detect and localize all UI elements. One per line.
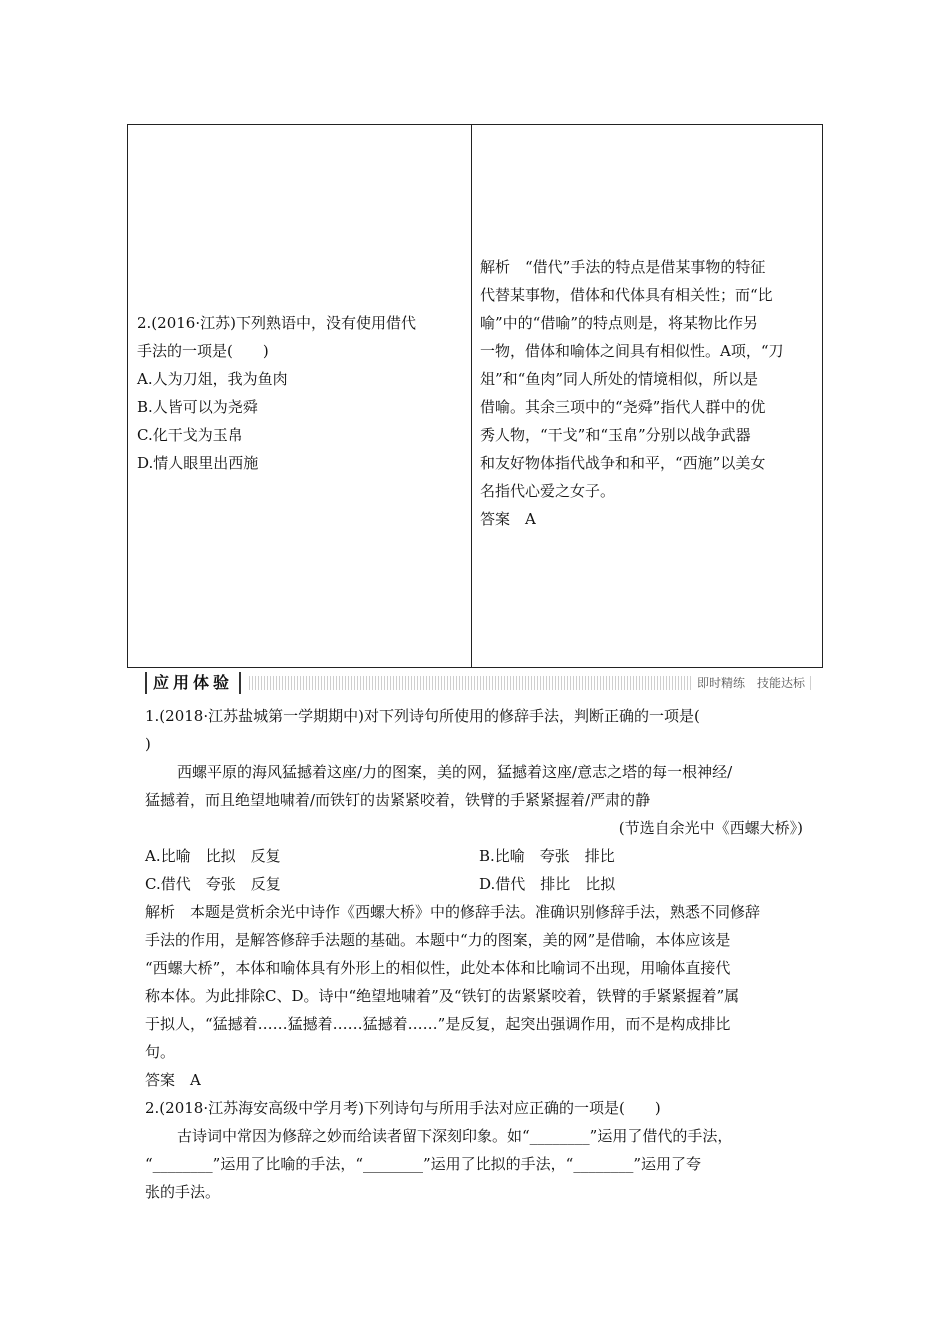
- q1-answer: 答案 A: [145, 1071, 201, 1089]
- section-banner: [145, 672, 813, 694]
- table-divider: [471, 125, 472, 667]
- option-d: D.借代 排比 比拟: [479, 875, 616, 893]
- analysis-line: 称本体。为此排除C、D。诗中“绝望地啸着”及“铁钉的齿紧紧咬着，铁臂的手紧紧握着”属: [145, 987, 740, 1005]
- analysis-line: 手法的作用，是解答修辞手法题的基础。本题中“力的图案，美的网”是借喻，本体应该是: [145, 931, 731, 949]
- q1-stem: 1.(2018·江苏盐城第一学期期中)对下列诗句所使用的修辞手法，判断正确的一项是(: [145, 707, 700, 725]
- analysis-line: 于拟人，“猛撼着……猛撼着……猛撼着……”是反复，起突出强调作用，而不是构成排比: [145, 1015, 731, 1033]
- practice-content: [145, 702, 813, 1206]
- option-c: C.借代 夸张 反复: [145, 875, 281, 893]
- analysis-line: 俎”和“鱼肉”同人所处的情境相似，所以是: [480, 370, 759, 388]
- options-row: [145, 842, 813, 870]
- option-b: B.人皆可以为尧舜: [137, 398, 258, 416]
- analysis-line: 句。: [145, 1043, 176, 1061]
- analysis-line: 喻”中的“借喻”的特点则是，将某物比作另: [480, 314, 759, 332]
- question-line: 手法的一项是( ): [137, 342, 269, 360]
- option-b: B.比喻 夸张 排比: [479, 847, 615, 865]
- section-subtitle: 即时精练 技能达标: [693, 672, 809, 694]
- question-table: [127, 124, 823, 668]
- analysis-line: 名指代心爱之女子。: [480, 482, 616, 500]
- q2-body-line: “________”运用了比喻的手法，“________”运用了比拟的手法，“________”运用了夸: [145, 1155, 702, 1173]
- option-d: D.情人眼里出西施: [137, 454, 259, 472]
- section-title: 应用体验: [145, 672, 241, 694]
- options-row: [145, 870, 813, 898]
- analysis-line: 和友好物体指代战争和和平，“西施”以美女: [480, 454, 766, 472]
- analysis-line: 一物，借体和喻体之间具有相似性。A项，“刀: [480, 342, 784, 360]
- option-a: A.比喻 比拟 反复: [145, 847, 281, 865]
- q2-body-line: 古诗词中常因为修辞之妙而给读者留下深刻印象。如“________”运用了借代的手法，: [177, 1127, 733, 1145]
- question-line: 2.(2016·江苏)下列熟语中，没有使用借代: [137, 314, 416, 332]
- q2-stem: 2.(2018·江苏海安高级中学月考)下列诗句与所用手法对应正确的一项是( ): [145, 1099, 661, 1117]
- answer-line: 答案 A: [480, 510, 536, 528]
- analysis-line: 借喻。其余三项中的“尧舜”指代人群中的优: [480, 398, 766, 416]
- option-c: C.化干戈为玉帛: [137, 426, 243, 444]
- analysis-line: 秀人物，“干戈”和“玉帛”分别以战争武器: [480, 426, 751, 444]
- option-a: A.人为刀俎，我为鱼肉: [137, 370, 288, 388]
- analysis-line: 解析 本题是赏析余光中诗作《西螺大桥》中的修辞手法。准确识别修辞手法，熟悉不同修辞: [145, 903, 761, 921]
- analysis-cell: [480, 253, 820, 533]
- analysis-line: 解析 “借代”手法的特点是借某事物的特征: [480, 258, 766, 276]
- q2-body-line: 张的手法。: [145, 1183, 221, 1201]
- poem-line: 猛撼着，而且绝望地啸着/而铁钉的齿紧紧咬着，铁臂的手紧紧握着/严肃的静: [145, 791, 651, 809]
- question-cell: [137, 309, 462, 477]
- poem-line: 西螺平原的海风猛撼着这座/力的图案，美的网，猛撼着这座/意志之塔的每一根神经/: [177, 763, 733, 781]
- poem-source: (节选自余光中《西螺大桥》): [618, 819, 803, 837]
- q1-stem-end: ): [145, 735, 151, 753]
- analysis-line: 代替某事物，借体和代体具有相关性；而“比: [480, 286, 773, 304]
- analysis-line: “西螺大桥”，本体和喻体具有外形上的相似性，此处本体和比喻词不出现，用喻体直接代: [145, 959, 731, 977]
